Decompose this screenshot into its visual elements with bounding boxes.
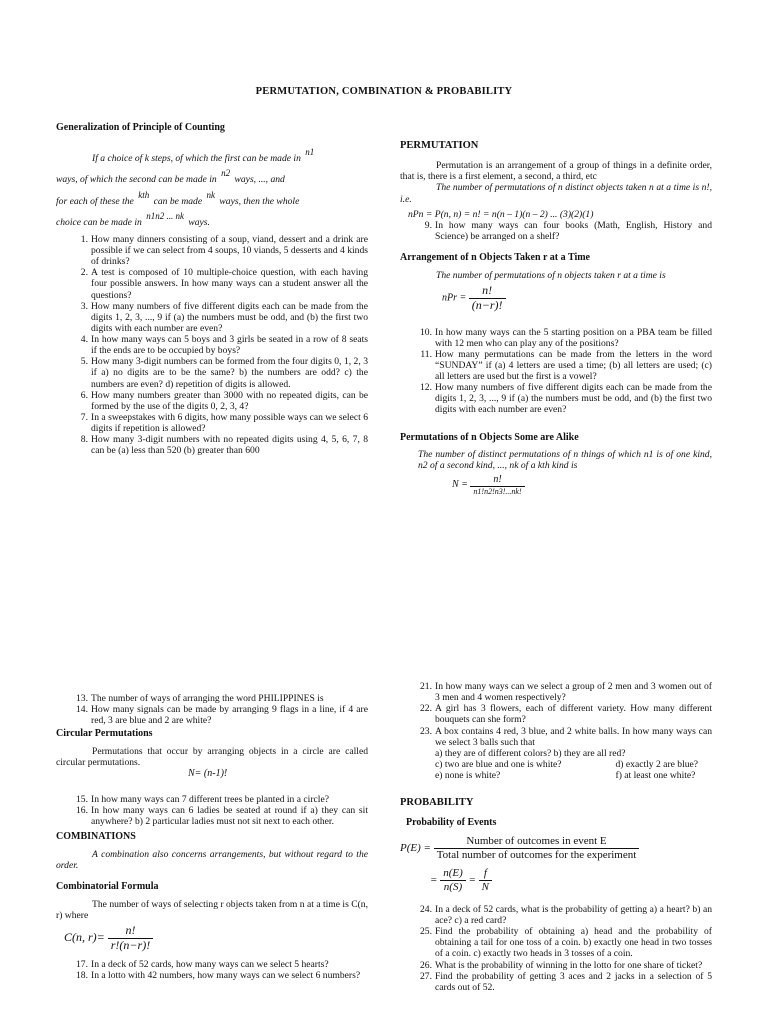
combination-definition: A combination also concerns arrangements, but without regard to the order. <box>56 848 368 871</box>
question-23-options <box>435 748 712 781</box>
exercise-item <box>56 301 368 334</box>
exercise-item <box>400 382 712 415</box>
exercise-item <box>400 703 712 725</box>
exercise-number: 9. <box>424 219 432 231</box>
section-heading-permutation: PERMUTATION <box>400 140 479 151</box>
exercise-item <box>400 926 712 959</box>
exercise-number: 17. <box>76 958 88 970</box>
exercise-item <box>56 267 368 300</box>
arrangement-formula: nPr = $\frac{n!}{(n-r)!}$ <box>400 284 712 313</box>
exercise-text: Find the probability of getting 3 aces and 2 jacks in a selection of 5 cards out of 52. <box>435 970 712 993</box>
section-heading-alike: Permutations of n Objects Some are Alike <box>400 431 579 443</box>
circular-definition: Permutations that occur by arranging objects in a circle are called circular permutations. <box>56 745 368 769</box>
section-heading-combinations: COMBINATIONS <box>56 831 136 843</box>
exercise-item <box>56 356 368 389</box>
exercise-text: The number of ways of arranging the word PHILIPPINES is <box>91 693 324 704</box>
exercise-text: How many 3-digit numbers with no repeated digits using 4, 5, 6, 7, 8 can be (a) less than 520 (b) greater than 600 <box>91 434 368 457</box>
exercise-number: 14. <box>76 704 88 716</box>
exercise-number: 11. <box>420 348 432 360</box>
combinatorial-text: The number of ways of selecting r objects taken from n at a time is C(n, r) where <box>56 898 369 921</box>
exercise-text: In a deck of 52 cards, what is the probability of getting a) a heart? b) an ace? c) a red card? <box>435 903 712 927</box>
section-heading-counting: Generalization of Principle of Counting <box>56 122 225 133</box>
exercise-item <box>400 960 712 971</box>
exercise-text: How many numbers of five different digits each can be made from the digits 1, 2, 3, ..., 9 if (a) the numbers must be odd, and (b) the first two digits with each number are even? <box>435 382 712 416</box>
exercise-text: In how many ways can we select a group of 2 men and 3 women out of 3 men and 4 women respectively? <box>435 681 712 704</box>
exercise-text: In a sweepstakes with 6 digits, how many possible ways can we select 6 digits if repetition is allowed? <box>91 411 368 435</box>
permutation-formula: nPn = P(n, n) = n! = n(n – 1)(n – 2) ... (3)(2)(1) <box>408 208 594 220</box>
exercise-number: 26. <box>420 959 432 971</box>
exercise-text: How many 3-digit numbers can be formed from the four digits 0, 1, 2, 3 if a) no digits are to be the same? b) the numbers are odd? c) the numbers are even? d) repetition of digits is allowed. <box>91 356 368 390</box>
exercise-item <box>56 334 368 356</box>
exercise-item <box>400 220 712 242</box>
exercise-number: 2. <box>80 267 88 279</box>
exercise-item <box>400 681 712 703</box>
exercise-list-arrangement <box>400 327 712 416</box>
exercise-list-circular <box>56 794 368 827</box>
exercise-number: 18. <box>76 969 88 981</box>
exercise-text: A girl has 3 flowers, each of different variety. How many different bouquets can she form? <box>435 703 712 726</box>
exercise-item <box>56 794 368 805</box>
exercise-number: 4. <box>80 334 88 346</box>
column-top-right <box>400 138 712 502</box>
exercise-text: How many numbers greater than 3000 with no repeated digits, can be formed by the use of the digits 0, 2, 3, 4? <box>91 389 368 412</box>
arrangement-text: The number of permutations of n objects taken r at a time is <box>436 269 666 281</box>
exercise-item <box>400 971 712 993</box>
option-d: d) exactly 2 are blue? <box>615 758 699 770</box>
counting-principle-statement: If a choice of k steps, of which the first can be made in n1 ways, of which the second can be made in n2 ways, ..., and for each of these the kth can be made nk ways, then the whole choice can be made in n1n2 ... nk ways. <box>56 146 315 229</box>
exercise-text: In how many ways can 6 ladies be seated at round if a) they can sit anywhere? b) 2 particular ladies must not sit next to each other. <box>91 804 368 828</box>
exercise-item <box>56 693 368 704</box>
probability-formula-short: = $\frac{n(E)}{n(S)}$ = $\frac{f}{N}$ <box>400 867 712 894</box>
option-c: c) two are blue and one is white? <box>435 758 562 770</box>
alike-formula: N = $\frac{n!}{n1!n2!n3!...nk!}$ <box>400 474 712 496</box>
exercise-number: 21. <box>420 681 432 692</box>
exercise-number: 15. <box>76 793 88 805</box>
exercise-item <box>56 390 368 412</box>
column-top-left <box>56 120 368 456</box>
exercise-text: How many dinners consisting of a soup, viand, dessert and a drink are possible if we can select from 4 soups, 10 viands, 5 desserts and 4 kinds of drinks? <box>91 233 368 268</box>
permutation-definition: Permutation is an arrangement of a group of things in a definite order, that is, there is a first element, a second, a third, etc <box>400 160 712 183</box>
section-heading-arrangement: Arrangement of n Objects Taken r at a Time <box>400 252 590 264</box>
option-e: e) none is white? <box>435 770 501 781</box>
exercise-item <box>400 327 712 349</box>
alike-text: The number of distinct permutations of n things of which n1 is of one kind, n2 of a second kind, ..., nk of a kth kind is <box>418 449 712 472</box>
exercise-number: 12. <box>420 382 432 394</box>
section-heading-events: Probability of Events <box>406 817 497 829</box>
exercise-text: In how many ways can 7 different trees be planted in a circle? <box>91 793 329 805</box>
probability-formula: P(E) = $\frac{\text{Number of outcomes in event E}}{\text{Total number of outcomes for the experiment}}$ <box>400 835 712 862</box>
exercise-number: 25. <box>420 926 432 938</box>
exercise-number: 8. <box>80 434 88 446</box>
section-heading-circular: Circular Permutations <box>56 728 153 740</box>
exercise-item <box>56 434 368 456</box>
exercise-item <box>56 704 368 726</box>
exercise-number: 3. <box>80 300 88 312</box>
section-heading-combinatorial-formula: Combinatorial Formula <box>56 881 159 893</box>
exercise-number: 6. <box>80 389 88 401</box>
exercise-item <box>56 412 368 434</box>
exercise-text: Find the probability of obtaining a) head and the probability of obtaining a tail for one toss of a coin. b) exactly one head in two tosses of a coin. c) exactly two heads in 3 tosses of a coin. <box>435 926 712 960</box>
exercise-text: How many numbers of five different digits each can be made from the digits 1, 2, 3, ..., 9 if (a) the numbers must be odd, and (b) the first two digits with each number are even? <box>91 300 368 334</box>
permutation-count-text: The number of permutations of n distinct objects taken n at a time is n!, i.e. <box>400 182 712 205</box>
exercise-number: 24. <box>420 903 432 915</box>
exercise-list-counting <box>56 234 368 457</box>
exercise-number: 7. <box>80 411 88 423</box>
exercise-number: 22. <box>420 703 432 715</box>
exercise-text: A box contains 4 red, 3 blue, and 2 white balls. In how many ways can we select 3 balls such that <box>435 725 712 748</box>
circular-formula: N= (n-1)! <box>188 768 228 780</box>
exercise-list-selection <box>400 681 712 748</box>
exercise-item <box>400 904 712 926</box>
exercise-text: How many permutations can be made from the letters in the word “SUNDAY” if (a) 4 letters are used a time; (b) all letters are used; (c) all letters are used but the first is a vowel? <box>435 348 712 383</box>
exercise-text: What is the probability of winning in the lotto for one share of ticket? <box>435 959 703 971</box>
option-ab: a) they are of different colors? b) they are all red? <box>435 747 626 759</box>
exercise-text: In how many ways can the 5 starting position on a PBA team be filled with 12 men who can play any of the positions? <box>435 326 712 349</box>
exercise-list-combinations <box>56 959 368 981</box>
exercise-item <box>56 234 368 267</box>
section-heading-probability: PROBABILITY <box>400 797 474 809</box>
exercise-list-words <box>56 693 368 726</box>
exercise-text: In a lotto with 42 numbers, how many ways can we select 6 numbers? <box>91 969 361 981</box>
exercise-text: In how many ways can four books (Math, English, History and Science) be arranged on a shelf? <box>435 219 712 242</box>
exercise-text: In how many ways can 5 boys and 3 girls be seated in a row of 8 seats if the ends are to be occupied by boys? <box>91 334 368 357</box>
exercise-item <box>56 959 368 970</box>
combinatorial-formula: C(n, r)= $\frac{n!}{r!(n-r)!}$ <box>56 924 368 953</box>
exercise-number: 1. <box>80 233 88 245</box>
exercise-item <box>56 805 368 827</box>
exercise-item <box>400 726 712 748</box>
option-f: f) at least one white? <box>615 770 696 781</box>
exercise-text: How many signals can be made by arranging 9 flags in a line, if 4 are red, 3 are blue and 2 are white? <box>91 704 368 727</box>
exercise-number: 5. <box>80 356 88 368</box>
exercise-item <box>56 970 368 981</box>
exercise-number: 10. <box>420 326 432 338</box>
exercise-number: 13. <box>76 693 88 704</box>
exercise-text: A test is composed of 10 multiple-choice question, with each having four possible answers. In how many ways can a student answer all the questions? <box>91 267 368 301</box>
column-bottom-left <box>56 693 368 981</box>
exercise-number: 27. <box>420 970 432 982</box>
column-bottom-right <box>400 681 712 993</box>
exercise-item <box>400 349 712 382</box>
exercise-number: 16. <box>76 804 88 816</box>
exercise-list-probability <box>400 904 712 993</box>
exercise-text: In a deck of 52 cards, how many ways can we select 5 hearts? <box>91 958 329 970</box>
document-title: PERMUTATION, COMBINATION & PROBABILITY <box>255 86 513 97</box>
exercise-list-permutation <box>400 220 712 242</box>
exercise-number: 23. <box>420 725 432 737</box>
